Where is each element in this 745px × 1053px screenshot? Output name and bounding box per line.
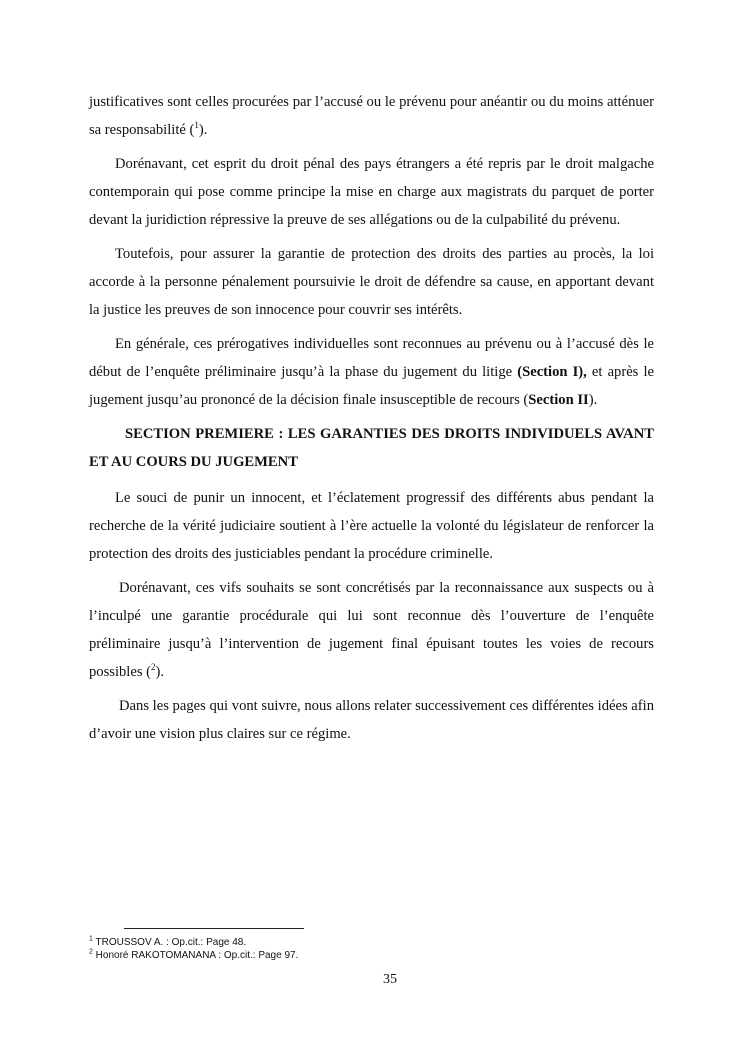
- footnote-marker: 1: [89, 935, 93, 943]
- paragraph-text: ).: [155, 664, 165, 680]
- body-text: [89, 88, 654, 754]
- section-ref-1: (Section I),: [517, 364, 587, 380]
- paragraph-text: ).: [198, 122, 208, 138]
- section-heading: SECTION PREMIERE : LES GARANTIES DES DROITS INDIVIDUELS AVANT ET AU COURS DU JUGEMENT: [89, 426, 654, 470]
- paragraph-continuation: [89, 88, 654, 144]
- paragraph-text: Dorénavant, ces vifs souhaits se sont concrétisés par la reconnaissance aux suspects ou à l’inculpé une garantie procédurale qui lui sont reconnue dès l’ouverture de l’enquête préliminaire jusqu’à l’intervention de jugement final épuisant toutes les voies de recours possibles (: [89, 580, 654, 680]
- paragraph-sections: [89, 330, 654, 414]
- footnote-marker: 2: [89, 948, 93, 956]
- paragraph: Dans les pages qui vont suivre, nous allons relater successivement ces différentes idées afin d’avoir une vision plus claires sur ce régime.: [89, 698, 654, 742]
- paragraph-text: et après le jugement jusqu’au prononcé de la décision finale insusceptible de recours (: [89, 364, 654, 408]
- footnotes: [89, 936, 298, 962]
- section-ref-2: Section II: [528, 392, 589, 408]
- paragraph-text: ).: [588, 392, 598, 408]
- footnote-2: [89, 949, 298, 962]
- paragraph: Le souci de punir un innocent, et l’éclatement progressif des différents abus pendant la recherche de la vérité judiciaire soutient à l’ère actuelle la volonté du législateur de renforcer la protection des droits des justiciables pendant la procédure criminelle.: [89, 490, 654, 562]
- paragraph: Dorénavant, cet esprit du droit pénal des pays étrangers a été repris par le droit malgache contemporain qui pose comme principe la mise en charge aux magistrats du parquet de porter devant la juridiction répressive la preuve de ses allégations ou de la culpabilité du prévenu.: [89, 156, 654, 228]
- paragraph-text: justificatives sont celles procurées par l’accusé ou le prévenu pour anéantir ou du moins atténuer sa responsabilité (: [89, 94, 654, 138]
- paragraph-text: En générale, ces prérogatives individuelles sont reconnues au prévenu ou à l’accusé dès le début de l’enquête préliminaire jusqu’à la phase du jugement du litige: [89, 336, 654, 380]
- footnote-text: TROUSSOV A. : Op.cit.: Page 48.: [92, 937, 247, 948]
- footnote-ref-1[interactable]: 1: [194, 120, 199, 131]
- footnote-ref-2[interactable]: 2: [151, 662, 156, 673]
- page-number: 35: [383, 972, 397, 987]
- paragraph: [89, 574, 654, 686]
- footnote-divider: [124, 928, 304, 929]
- footnote-text: Honoré RAKOTOMANANA : Op.cit.: Page 97.: [92, 950, 299, 961]
- paragraph: Toutefois, pour assurer la garantie de protection des droits des parties au procès, la loi accorde à la personne pénalement poursuivie le droit de défendre sa cause, en apportant devant la justice les preuves de son innocence pour couvrir ses intérêts.: [89, 246, 654, 318]
- footnote-1: [89, 936, 298, 949]
